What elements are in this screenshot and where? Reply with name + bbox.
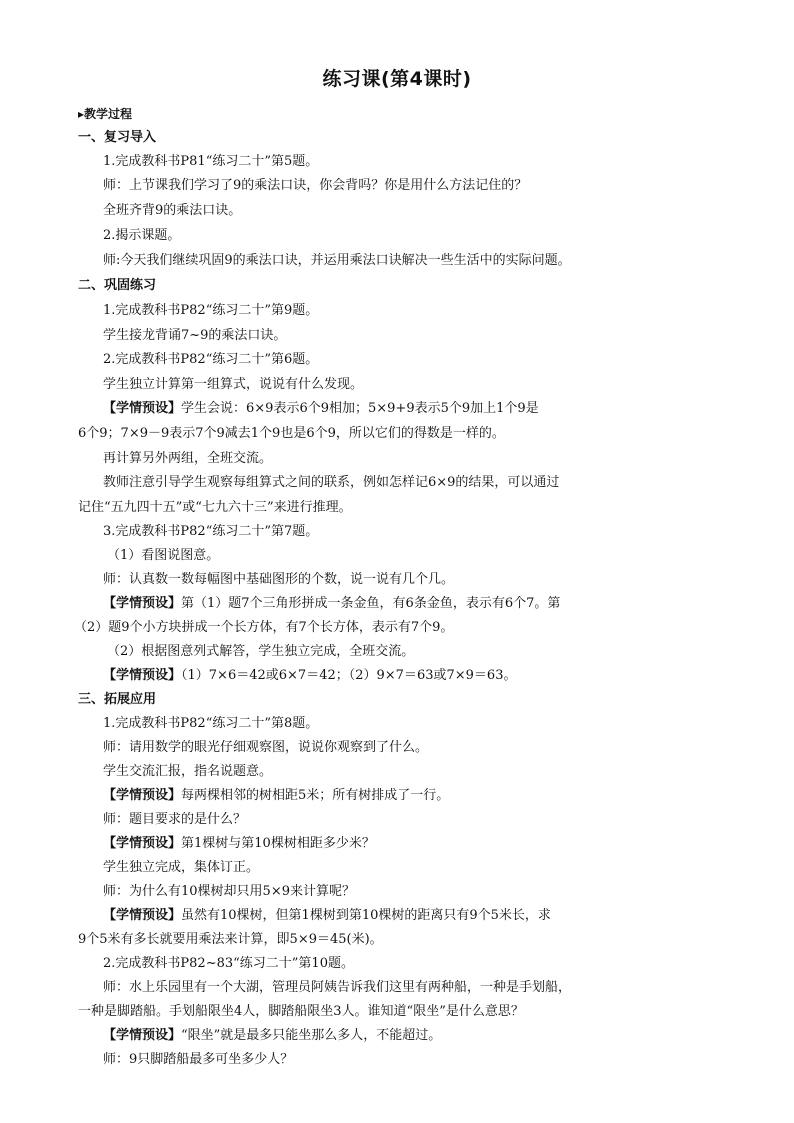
- paragraph: 师：水上乐园里有一个大湖，管理员阿姨告诉我们这里有两种船，一种是手划船，: [103, 980, 572, 995]
- process-label: ▸教学过程: [78, 107, 133, 121]
- preset-tag: 【学情预设】: [103, 836, 182, 851]
- paragraph: 师:今天我们继续巩固9的乘法口诀，并运用乘法口诀解决一些生活中的实际问题。: [103, 253, 571, 268]
- paragraph: 师：请用数学的眼光仔细观察图，说说你观察到了什么。: [103, 740, 429, 755]
- paragraph: 再计算另外两组，全班交流。: [103, 451, 273, 466]
- preset-paragraph: [103, 1026, 743, 1048]
- preset-text: 第（1）题7个三角形拼成一条金鱼，有6条金鱼，表示有6个7。第: [181, 596, 561, 611]
- preset-tag: 【学情预设】: [103, 596, 182, 611]
- preset-tag: 【学情预设】: [103, 401, 182, 416]
- preset-paragraph: [103, 834, 743, 856]
- paragraph: 3.完成教科书P82“练习二十”第7题。: [103, 524, 319, 539]
- page-title: 练习课(第4课时): [322, 68, 472, 90]
- preset-paragraph: [103, 906, 743, 928]
- paragraph: 师：9只脚踏船最多可坐多少人？: [103, 1052, 294, 1067]
- paragraph: 师：题目要求的是什么？: [103, 812, 247, 827]
- paragraph: 记住“五九四十五”或“七九六十三”来进行推理。: [78, 500, 352, 515]
- section-heading-practice: 二、巩固练习: [78, 278, 157, 293]
- preset-text: 第1棵树与第10棵树相距多少米？: [181, 836, 375, 851]
- paragraph: 2.完成教科书P82~83“练习二十”第10题。: [103, 956, 354, 971]
- paragraph: 学生独立完成，集体订正。: [103, 860, 260, 875]
- paragraph: 师：上节课我们学习了9的乘法口诀，你会背吗？你是用什么方法记住的？: [103, 178, 528, 193]
- paragraph: 2.完成教科书P82“练习二十”第6题。: [103, 352, 319, 367]
- preset-tag: 【学情预设】: [103, 1028, 182, 1043]
- paragraph: 教师注意引导学生观察每组算式之间的联系，例如怎样记6×9的结果，可以通过: [103, 475, 560, 490]
- preset-tag: 【学情预设】: [103, 788, 182, 803]
- preset-paragraph: [103, 666, 743, 688]
- paragraph: 6个9；7×9－9表示7个9减去1个9也是6个9，所以它们的得数是一样的。: [78, 426, 505, 441]
- paragraph: 学生交流汇报，指名说题意。: [103, 764, 273, 779]
- paragraph: 2.揭示课题。: [103, 228, 181, 243]
- paragraph: 学生接龙背诵7~9的乘法口诀。: [103, 328, 287, 343]
- preset-tag: 【学情预设】: [103, 908, 182, 923]
- section-heading-review: 一、复习导入: [78, 130, 157, 145]
- preset-paragraph: [103, 399, 743, 421]
- section-heading-extension: 三、拓展应用: [78, 692, 157, 707]
- preset-paragraph: [103, 594, 743, 616]
- paragraph: （1）看图说图意。: [107, 548, 220, 563]
- paragraph: 1.完成教科书P82“练习二十”第8题。: [103, 716, 319, 731]
- paragraph: （2）根据图意列式解答，学生独立完成，全班交流。: [107, 644, 415, 659]
- preset-text: 每两棵相邻的树相距5米；所有树排成了一行。: [181, 788, 450, 803]
- paragraph: 9个5米有多长就要用乘法来计算，即5×9＝45(米)。: [78, 932, 383, 947]
- paragraph: 师：为什么有10棵树却只用5×9来计算呢？: [103, 884, 355, 899]
- paragraph: （2）题9个小方块拼成一个长方体，有7个长方体，表示有7个9。: [74, 620, 454, 635]
- paragraph: 一种是脚踏船。手划船限坐4人，脚踏船限坐3人。谁知道“限坐”是什么意思？: [78, 1004, 524, 1019]
- paragraph: 学生独立计算第一组算式，说说有什么发现。: [103, 377, 364, 392]
- paragraph: 1.完成教科书P82“练习二十”第9题。: [103, 303, 319, 318]
- paragraph: 1.完成教科书P81“练习二十”第5题。: [103, 154, 319, 169]
- preset-text: 学生会说：6×9表示6个9相加；5×9+9表示5个9加上1个9是: [181, 401, 539, 416]
- preset-paragraph: [103, 786, 743, 808]
- preset-text: 虽然有10棵树，但第1棵树到第10棵树的距离只有9个5米长，求: [181, 908, 551, 923]
- preset-tag: 【学情预设】: [103, 668, 182, 683]
- preset-text: “限坐”就是最多只能坐那么多人，不能超过。: [181, 1028, 442, 1043]
- preset-text: （1）7×6＝42或6×7＝42；（2）9×7＝63或7×9＝63。: [181, 668, 517, 683]
- paragraph: 全班齐背9的乘法口诀。: [103, 203, 242, 218]
- paragraph: 师：认真数一数每幅图中基础图形的个数，说一说有几个几。: [103, 572, 455, 587]
